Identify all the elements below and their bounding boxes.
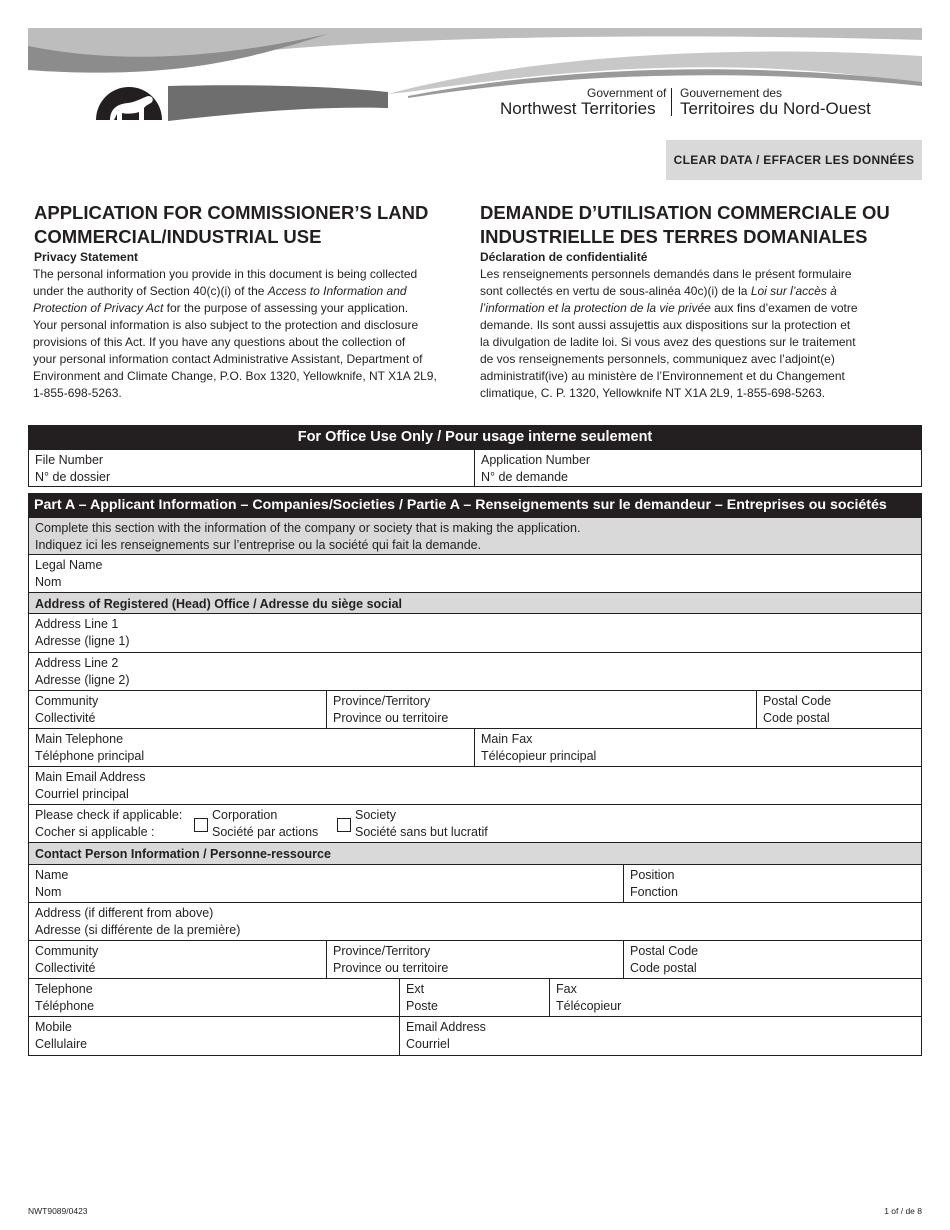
page-number: 1 of / de 8 (884, 1206, 922, 1216)
label-fr: Adresse (ligne 1) (35, 633, 130, 648)
contact-postal-code-field[interactable] (623, 940, 922, 979)
privacy-text-fr (480, 266, 920, 402)
form-code: NWT9089/0423 (28, 1206, 88, 1216)
privacy-en-line: your personal information contact Administrative Assistant, Department of (33, 352, 423, 366)
clear-data-button[interactable]: CLEAR DATA / EFFACER LES DONNÉES (666, 140, 922, 180)
main-email-label (29, 767, 921, 804)
privacy-en-act: Protection of Privacy Act (33, 301, 164, 315)
title-en-line2: COMMERCIAL/INDUSTRIAL USE (34, 226, 322, 247)
organization-type-row (28, 804, 922, 843)
office-use-heading: For Office Use Only / Pour usage interne seulement (28, 425, 922, 449)
label-en: Postal Code (630, 944, 699, 958)
privacy-fr-line: Les renseignements personnels demandés dans le présent formulaire (480, 267, 852, 281)
label-fr: Code postal (630, 960, 697, 975)
title-fr-line2: INDUSTRIELLE DES TERRES DOMANIALES (480, 226, 868, 247)
privacy-en-act: Access to Information and (267, 284, 407, 298)
privacy-fr-line: climatique, C. P. 1320, Yellowknife NT X1A 2L9, 1-855-698-5263. (480, 386, 826, 400)
main-fax-field[interactable] (474, 728, 922, 767)
privacy-en-line: The personal information you provide in this document is being collected (33, 267, 418, 281)
label-en: Main Email Address (35, 770, 146, 784)
label-fr: Courriel principal (35, 786, 129, 801)
gov-fr-small: Gouvernement des (680, 86, 783, 100)
label-en: Ext (406, 982, 425, 996)
privacy-en-text: for the purpose of assessing your application. (163, 301, 409, 315)
gov-en-big: Northwest Territories (500, 99, 656, 118)
label-en: Fax (556, 982, 577, 996)
contact-mobile-field[interactable] (28, 1016, 400, 1056)
label-en: Position (630, 868, 675, 882)
label-en: Main Telephone (35, 732, 124, 746)
privacy-en-line: 1-855-698-5263. (33, 386, 122, 400)
label-fr: Cellulaire (35, 1036, 88, 1051)
label-en: Main Fax (481, 732, 533, 746)
label-fr: Province ou territoire (333, 710, 449, 725)
privacy-fr-line (480, 300, 920, 317)
part-a-heading: Part A – Applicant Information – Companies/Societies / Partie A – Renseignements sur le demandeur – Entreprises ou sociétés (28, 493, 922, 517)
contact-position-field[interactable] (623, 864, 922, 903)
label-en: Address Line 2 (35, 656, 119, 670)
label-fr: Collectivité (35, 710, 96, 725)
label-fr: Nom (35, 574, 62, 589)
privacy-heading-fr: Déclaration de confidentialité (480, 250, 648, 264)
label-en: Mobile (35, 1020, 72, 1034)
privacy-en-line: Your personal information is also subject to the protection and disclosure (33, 318, 419, 332)
province-label (327, 691, 756, 728)
label-fr: Courriel (406, 1036, 450, 1051)
label-en: Address (if different from above) (35, 906, 214, 920)
label-fr: Fonction (630, 884, 678, 899)
main-email-field[interactable] (28, 766, 922, 805)
postal-code-label (757, 691, 921, 728)
privacy-en-text: under the authority of Section 40(c)(i) of the (33, 284, 268, 298)
label-en: File Number (35, 453, 104, 467)
label-en: Application Number (481, 453, 591, 467)
label-fr: Province ou territoire (333, 960, 449, 975)
file-number-label (29, 450, 474, 487)
contact-community-label (29, 941, 326, 978)
address-line1-field[interactable] (28, 613, 922, 653)
intro-fr: Indiquez ici les renseignements sur l’entreprise ou la société qui fait la demande. (35, 537, 482, 552)
province-field[interactable] (326, 690, 757, 729)
contact-fax-field[interactable] (549, 978, 922, 1017)
label-en: Please check if applicable: (35, 808, 183, 822)
contact-name-label (29, 865, 623, 902)
contact-email-field[interactable] (399, 1016, 922, 1056)
privacy-text-en (33, 266, 473, 402)
privacy-fr-text: sont collectés en vertu de sous-alinéa 40c)(i) de la (480, 284, 751, 298)
main-fax-label (475, 729, 921, 766)
privacy-en-line: provisions of this Act. If you have any questions about the collection of (33, 335, 406, 349)
label-fr: N° de dossier (35, 469, 111, 484)
privacy-en-line (33, 283, 473, 300)
community-label (29, 691, 326, 728)
part-a-intro-text (29, 518, 921, 555)
application-number-label (475, 450, 921, 487)
nwt-polar-bear-logo (96, 66, 162, 122)
privacy-fr-line: de vos renseignements personnels, communiquez avec l’adjoint(e) (480, 352, 835, 366)
label-en: Telephone (35, 982, 93, 996)
privacy-fr-line: la divulgation de ladite loi. Si vous avez des questions sur le traitement (480, 335, 856, 349)
main-telephone-label (29, 729, 474, 766)
contact-community-field[interactable] (28, 940, 327, 979)
contact-email-label (400, 1017, 921, 1054)
label-fr: Télécopieur (556, 998, 622, 1013)
contact-telephone-field[interactable] (28, 978, 400, 1017)
privacy-fr-act: Loi sur l’accès à (750, 284, 837, 298)
address-heading-text: Address of Registered (Head) Office / Adresse du siège social (35, 597, 403, 611)
address-line2-label (29, 653, 921, 690)
label-fr: Adresse (si différente de la première) (35, 922, 241, 937)
privacy-fr-act: l’information et la protection de la vie privée (480, 301, 711, 315)
contact-heading (28, 842, 922, 865)
contact-mobile-label (29, 1017, 399, 1054)
label-fr: Téléphone principal (35, 748, 145, 763)
label-en: Name (35, 868, 69, 882)
contact-name-field[interactable] (28, 864, 624, 903)
check-applicable-label (29, 805, 188, 842)
gov-divider (671, 88, 672, 116)
label-fr: Nom (35, 884, 62, 899)
society-label (349, 805, 494, 842)
contact-address-label (29, 903, 921, 940)
contact-ext-field[interactable] (399, 978, 550, 1017)
title-fr-line1: DEMANDE D’UTILISATION COMMERCIALE OU (480, 202, 890, 223)
label-fr: Code postal (763, 710, 830, 725)
label-fr: Cocher si applicable : (35, 824, 155, 839)
label-en: Postal Code (763, 694, 832, 708)
contact-ext-label (400, 979, 549, 1016)
community-field[interactable] (28, 690, 327, 729)
contact-address-field[interactable] (28, 902, 922, 941)
privacy-en-line (33, 300, 473, 317)
gov-en-small: Government of (587, 86, 667, 100)
label-en: Province/Territory (333, 944, 431, 958)
contact-province-field[interactable] (326, 940, 624, 979)
label-fr: Poste (406, 998, 438, 1013)
contact-position-label (624, 865, 921, 902)
privacy-en-line: Environment and Climate Change, P.O. Box 1320, Yellowknife, NT X1A 2L9, (33, 369, 437, 383)
contact-province-label (327, 941, 623, 978)
postal-code-field[interactable] (756, 690, 922, 729)
corporation-label (206, 805, 324, 842)
legal-name-field[interactable] (28, 554, 922, 593)
label-fr: Télécopieur principal (481, 748, 597, 763)
privacy-fr-line: demande. Ils sont aussi assujettis aux dispositions sur la protection et (480, 318, 851, 332)
label-fr: Société par actions (212, 824, 319, 839)
label-en: Email Address (406, 1020, 486, 1034)
application-number-field[interactable] (474, 449, 922, 487)
label-en: Society (355, 808, 396, 822)
address-line2-field[interactable] (28, 652, 922, 691)
label-en: Community (35, 694, 99, 708)
file-number-field[interactable] (28, 449, 475, 487)
contact-heading-text: Contact Person Information / Personne-ressource (35, 847, 331, 861)
label-en: Corporation (212, 808, 278, 822)
legal-name-label (29, 555, 921, 592)
privacy-fr-text: aux fins d’examen de votre (710, 301, 858, 315)
privacy-heading-en: Privacy Statement (34, 250, 139, 264)
part-a-intro (28, 517, 922, 555)
main-telephone-field[interactable] (28, 728, 475, 767)
privacy-fr-line: administratif(ive) au ministère de l’Environnement et du Changement (480, 369, 845, 383)
contact-postal-code-label (624, 941, 921, 978)
privacy-fr-line (480, 283, 920, 300)
label-en: Community (35, 944, 99, 958)
address-line1-label (29, 614, 921, 651)
label-fr: Société sans but lucratif (355, 824, 488, 839)
address-heading (28, 592, 922, 614)
label-fr: N° de demande (481, 469, 568, 484)
contact-telephone-label (29, 979, 399, 1016)
label-fr: Adresse (ligne 2) (35, 672, 130, 687)
label-en: Legal Name (35, 558, 103, 572)
label-fr: Collectivité (35, 960, 96, 975)
gov-fr-big: Territoires du Nord-Ouest (680, 99, 871, 118)
label-en: Address Line 1 (35, 617, 119, 631)
intro-en: Complete this section with the information of the company or society that is making the application. (35, 521, 581, 535)
contact-fax-label (550, 979, 921, 1016)
title-en-line1: APPLICATION FOR COMMISSIONER’S LAND (34, 202, 429, 223)
label-en: Province/Territory (333, 694, 431, 708)
label-fr: Téléphone (35, 998, 95, 1013)
